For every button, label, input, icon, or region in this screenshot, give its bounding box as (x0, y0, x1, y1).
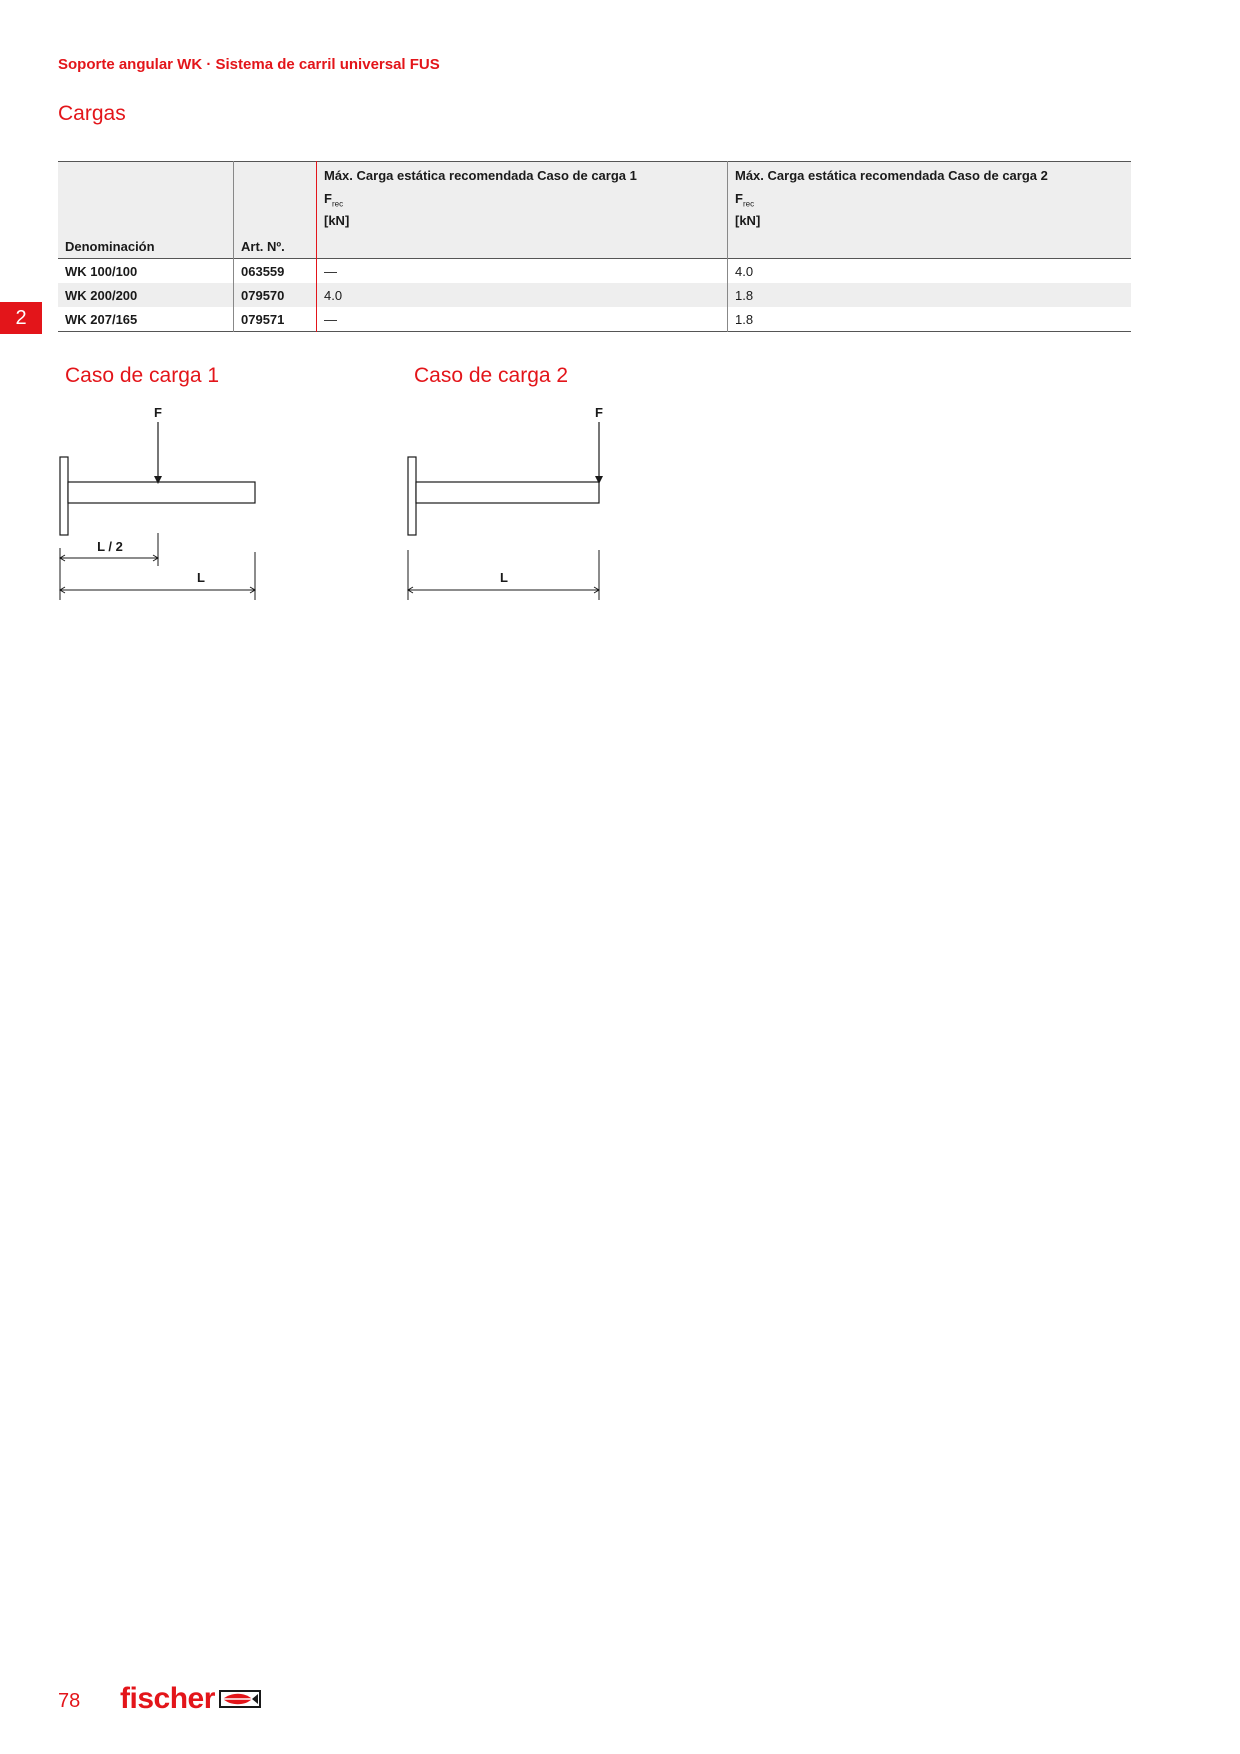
case2-diagram (400, 400, 620, 610)
column-header-name: Denominación (65, 239, 155, 254)
cell-name: WK 100/100 (65, 263, 138, 279)
fischer-fish-icon (219, 1690, 261, 1708)
table-header (58, 162, 1131, 259)
page-number: 78 (58, 1690, 81, 1712)
force-label: F (595, 405, 603, 420)
case1-header-unit: [kN] (324, 212, 350, 228)
force-label: F (154, 405, 162, 420)
cell-name: WK 200/200 (65, 287, 138, 303)
table-row (58, 259, 1131, 284)
cell-art: 063559 (234, 259, 317, 284)
breadcrumb: Soporte angular WK · Sistema de carril universal FUS (58, 56, 440, 73)
loads-table (58, 161, 1131, 332)
case2-header-title: Máx. Carga estática recomendada Caso de carga 2 (735, 168, 1048, 183)
bracket-arm (68, 482, 255, 503)
length-label: L (500, 570, 508, 585)
case2-header-unit: [kN] (735, 212, 761, 228)
column-header-case1 (317, 162, 728, 259)
section-title: Cargas (58, 102, 126, 125)
table-row (58, 307, 1131, 332)
cell-case2: 1.8 (728, 283, 1132, 307)
cell-case1: — (317, 307, 728, 332)
case1-diagram (52, 400, 272, 610)
cell-case1: — (317, 259, 728, 284)
length-label: L (197, 570, 205, 585)
cell-art: 079570 (234, 283, 317, 307)
case1-title: Caso de carga 1 (65, 364, 220, 387)
case2-title: Caso de carga 2 (414, 364, 569, 387)
column-header-art: Art. Nº. (234, 162, 317, 259)
cell-case2: 1.8 (728, 307, 1132, 332)
bracket-arm (416, 482, 599, 503)
half-length-label: L / 2 (97, 539, 123, 554)
cell-art: 079571 (234, 307, 317, 332)
logo-text: fischer (120, 1682, 215, 1715)
wall-plate (408, 457, 416, 535)
cell-case1: 4.0 (317, 283, 728, 307)
fischer-logo (120, 1682, 261, 1716)
column-header-case2 (728, 162, 1132, 259)
cell-name: WK 207/165 (65, 311, 138, 327)
table-row (58, 283, 1131, 307)
case1-header-symbol: $F_{rec}$ (324, 191, 344, 209)
case1-header-title: Máx. Carga estática recomendada Caso de carga 1 (324, 168, 637, 183)
wall-plate (60, 457, 68, 535)
table-body (58, 259, 1131, 332)
case2-header-symbol: $F_{rec}$ (735, 191, 755, 209)
chapter-tab: 2 (0, 302, 42, 334)
cell-case2: 4.0 (728, 259, 1132, 284)
